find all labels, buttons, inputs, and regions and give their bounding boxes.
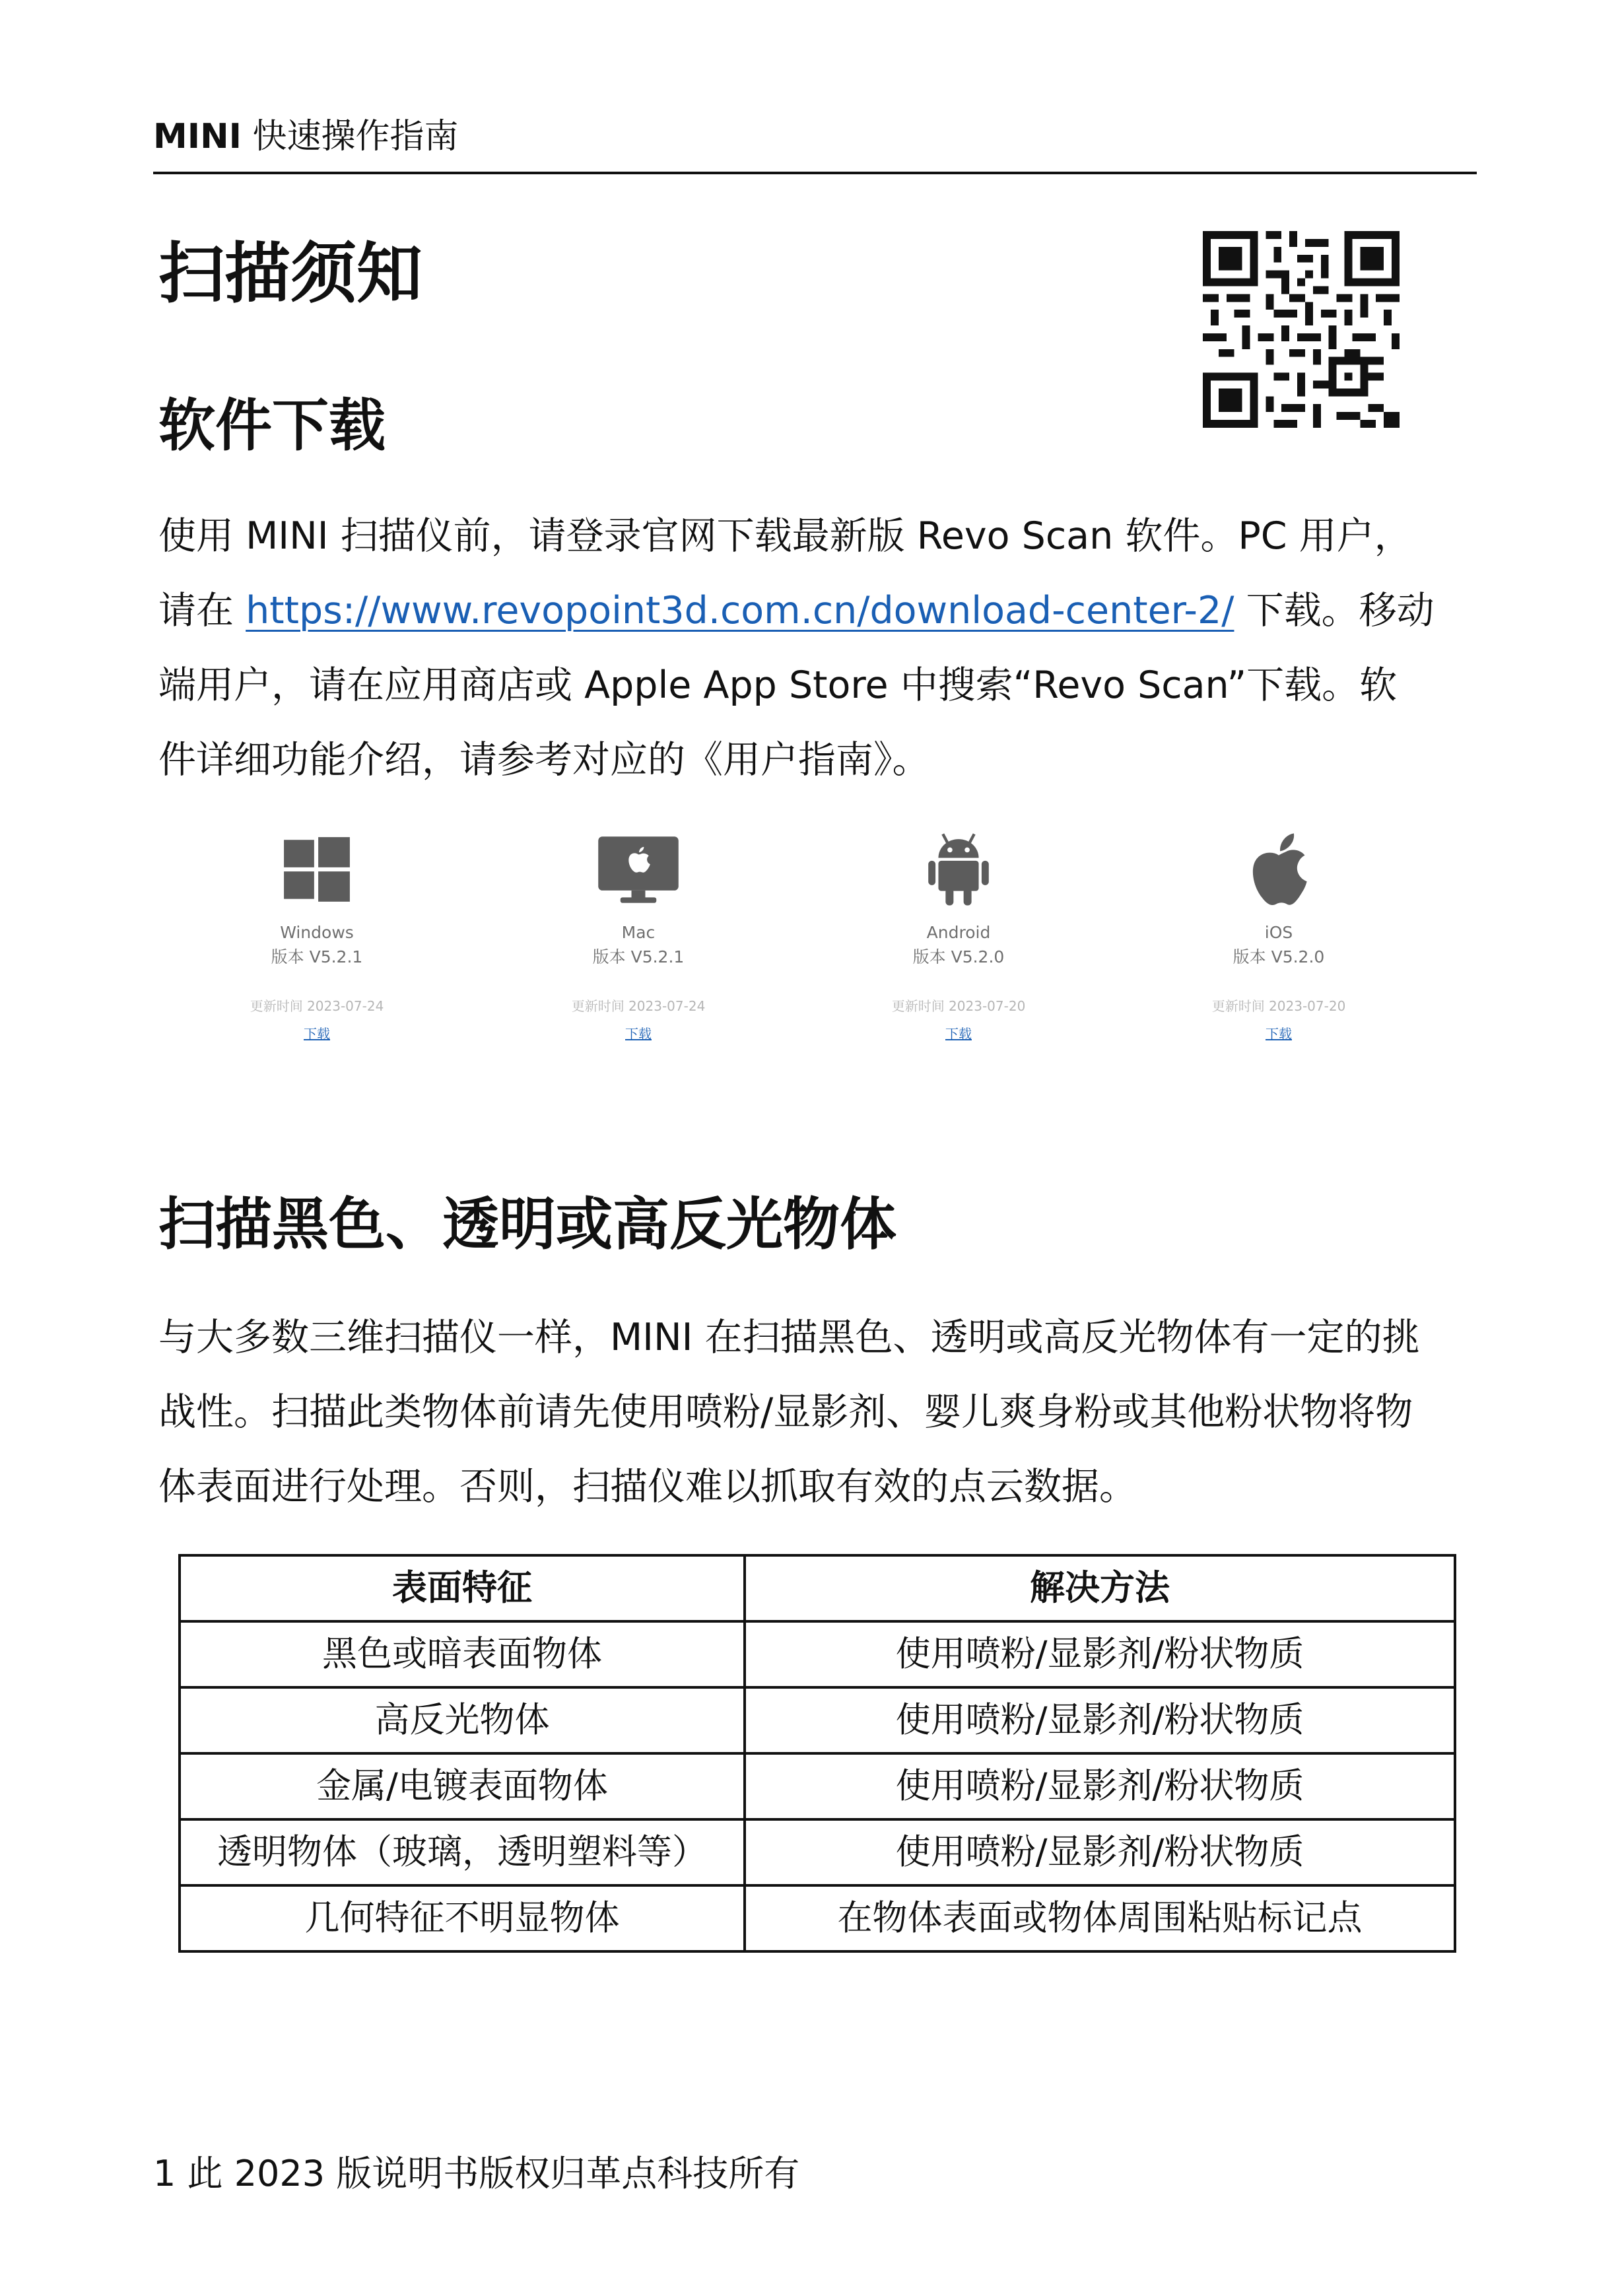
table-cell-solution: 使用喷粉/显影剂/粉状物质 <box>745 1753 1455 1819</box>
platform-version: 版本 V5.2.1 <box>271 947 363 966</box>
platform-name: Mac <box>621 923 656 942</box>
download-para-line-2-pre: 请在 <box>158 589 246 632</box>
header-brand: MINI <box>153 117 242 156</box>
section-title-scan-notice: 扫描须知 <box>158 235 422 312</box>
header-title: 快速操作指南 <box>252 117 459 156</box>
download-center-link[interactable]: https://www.revopoint3d.com.cn/download-center-2/ <box>246 589 1234 632</box>
platform-windows <box>211 832 422 1044</box>
mac-icon <box>597 834 680 906</box>
platform-update-date: 更新时间 2023-07-20 <box>1211 998 1346 1014</box>
header-divider <box>153 172 1477 174</box>
table-cell-surface: 黑色或暗表面物体 <box>180 1621 745 1687</box>
table-cell-surface: 几何特征不明显物体 <box>180 1885 745 1951</box>
platform-name: Windows <box>280 923 354 942</box>
platform-version: 版本 V5.2.0 <box>912 947 1005 966</box>
table-row <box>180 1687 1455 1753</box>
download-para-line-2 <box>158 574 1435 648</box>
platform-update-date: 更新时间 2023-07-24 <box>571 998 706 1014</box>
platform-update-date: 更新时间 2023-07-20 <box>891 998 1026 1014</box>
page-number: 1 <box>153 2153 176 2194</box>
platform-name: Android <box>926 923 991 942</box>
page-footer <box>153 2151 799 2197</box>
section-title-surfaces: 扫描黑色、透明或高反光物体 <box>158 1192 896 1258</box>
table-cell-surface: 透明物体（玻璃，透明塑料等） <box>180 1819 745 1885</box>
platform-name: iOS <box>1264 923 1293 942</box>
table-cell-solution: 使用喷粉/显影剂/粉状物质 <box>745 1819 1455 1885</box>
surfaces-para-line-1: 与大多数三维扫描仪一样，MINI 在扫描黑色、透明或高反光物体有一定的挑 <box>158 1316 1420 1359</box>
table-row <box>180 1885 1455 1951</box>
platform-download-link[interactable]: 下载 <box>945 1026 972 1042</box>
table-header-surface: 表面特征 <box>180 1555 745 1621</box>
table-cell-solution: 使用喷粉/显影剂/粉状物质 <box>745 1687 1455 1753</box>
platform-download-link[interactable]: 下载 <box>625 1026 652 1042</box>
table-row <box>180 1819 1455 1885</box>
platform-download-link[interactable]: 下载 <box>1266 1026 1292 1042</box>
table-header-row <box>180 1555 1455 1621</box>
table-cell-solution: 在物体表面或物体周围粘贴标记点 <box>745 1885 1455 1951</box>
download-para-line-2-post: 下载。移动 <box>1234 589 1435 632</box>
surfaces-paragraph <box>158 1300 1420 1524</box>
table-row <box>180 1753 1455 1819</box>
surface-treatment-table <box>178 1554 1456 1953</box>
table-cell-solution: 使用喷粉/显影剂/粉状物质 <box>745 1621 1455 1687</box>
platform-ios <box>1173 832 1384 1044</box>
qr-code-icon <box>1203 231 1400 428</box>
apple-icon <box>1244 830 1313 910</box>
platform-download-link[interactable]: 下载 <box>304 1026 330 1042</box>
windows-icon <box>283 836 351 904</box>
download-paragraph <box>158 499 1435 797</box>
surfaces-para-line-2: 战性。扫描此类物体前请先使用喷粉/显影剂、婴儿爽身粉或其他粉状物将物 <box>158 1390 1413 1434</box>
table-header-solution: 解决方法 <box>745 1555 1455 1621</box>
platform-mac <box>533 832 744 1044</box>
download-para-line-1: 使用 MINI 扫描仪前，请登录官网下载最新版 Revo Scan 软件。PC 用户， <box>158 514 1412 558</box>
table-row <box>180 1621 1455 1687</box>
doc-header <box>153 114 459 160</box>
download-para-line-4: 件详细功能介绍，请参考对应的《用户指南》。 <box>158 738 930 782</box>
copyright-text: 此 2023 版说明书版权归革点科技所有 <box>176 2153 800 2194</box>
section-title-download: 软件下载 <box>158 393 386 459</box>
platform-version: 版本 V5.2.1 <box>592 947 685 966</box>
download-para-line-3: 端用户，请在应用商店或 Apple App Store 中搜索“Revo Scan”下载。软 <box>158 663 1398 707</box>
platform-version: 版本 V5.2.0 <box>1233 947 1325 966</box>
surfaces-para-line-3: 体表面进行处理。否则，扫描仪难以抓取有效的点云数据。 <box>158 1465 1137 1508</box>
table-cell-surface: 金属/电镀表面物体 <box>180 1753 745 1819</box>
table-cell-surface: 高反光物体 <box>180 1687 745 1753</box>
android-icon <box>922 830 995 910</box>
platform-android <box>853 832 1064 1044</box>
platform-update-date: 更新时间 2023-07-24 <box>250 998 384 1014</box>
